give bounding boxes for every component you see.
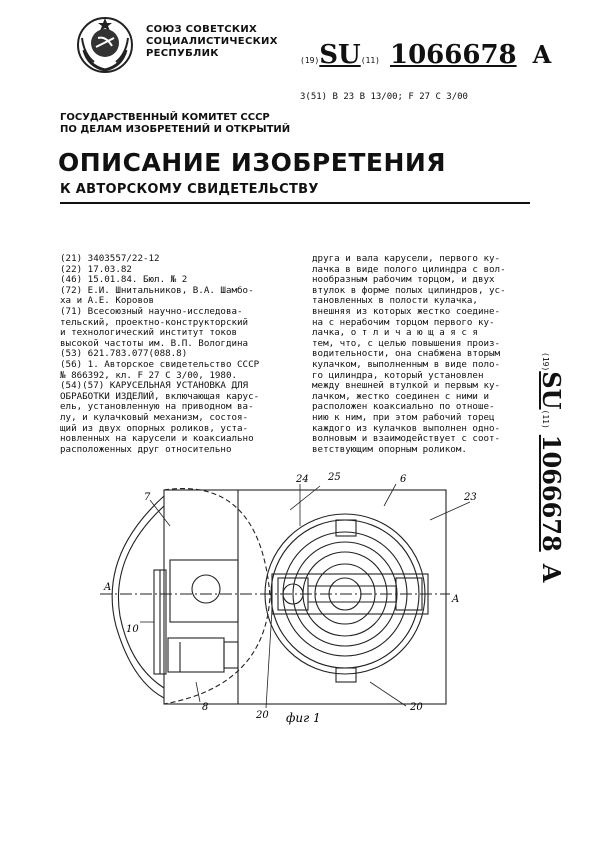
label-20-left: 20 — [256, 710, 269, 721]
committee-line: ГОСУДАРСТВЕННЫЙ КОМИТЕТ СССР — [60, 112, 270, 123]
side-kind-code: A — [537, 563, 566, 583]
text-line: (71) Всесоюзный научно-исследова- — [60, 305, 243, 317]
text-line: (22) 17.03.82 — [60, 263, 132, 275]
document-subtitle: К АВТОРСКОМУ СВИДЕТЕЛЬСТВУ — [60, 182, 319, 197]
biblio-left-column — [60, 254, 259, 455]
text-line: щий из двух опорных роликов, уста- — [60, 422, 249, 434]
text-line: друга и вала карусели, первого ку- — [312, 253, 501, 264]
text-line: нию к ним, при этом рабочий торец — [312, 411, 495, 423]
text-line: между внешней втулкой и первым ку- — [312, 380, 501, 392]
bottom-roller — [336, 668, 356, 682]
label-23: 23 — [464, 492, 477, 503]
country-line: СОЮЗ СОВЕТСКИХ — [146, 24, 258, 35]
country-code: SU — [319, 40, 361, 70]
text-line: высокой частоты им. В.П. Вологдина — [60, 337, 249, 349]
patent-number: 1066678 — [389, 40, 517, 70]
text-line: каждого из кулачков выполнен одно- — [312, 422, 501, 434]
committee-name — [60, 112, 290, 136]
text-line: лу, и кулачковый механизм, состоя- — [60, 411, 249, 423]
figure-caption: фиг 1 — [286, 711, 321, 725]
label-20-right: 20 — [410, 702, 423, 713]
country-line: РЕСПУБЛИК — [146, 48, 219, 59]
text-line: водительности, она снабжена вторым — [312, 348, 501, 360]
text-line: на с нерабочим торцом первого ку- — [312, 316, 495, 328]
kind-code: A — [532, 40, 552, 69]
text-line: внешняя из которых жестко соедине- — [312, 305, 501, 317]
label-10: 10 — [126, 624, 139, 635]
ussr-emblem — [74, 14, 136, 76]
inid-19: (19) — [300, 56, 320, 65]
side-patent-number — [532, 352, 572, 652]
text-line: (21) 3403557/22-12 — [60, 253, 160, 264]
text-line: и технологический институт токов — [60, 327, 238, 339]
text-line: ОБРАБОТКИ ИЗДЕЛИЙ, включающая карус- — [60, 390, 260, 402]
text-line: кулачком, выполненным в виде поло- — [312, 358, 501, 370]
label-8: 8 — [202, 702, 209, 713]
text-line: лачка в виде полого цилиндра с вол- — [312, 263, 506, 275]
text-line: волновым и взаимодействует с соот- — [312, 433, 501, 445]
country-line: СОЦИАЛИСТИЧЕСКИХ — [146, 36, 278, 47]
text-line: го цилиндра, который установлен — [312, 369, 484, 381]
text-line: (56) 1. Авторское свидетельство СССР — [60, 358, 260, 370]
text-line: ветствующим опорным роликом. — [312, 443, 467, 455]
header-rule — [60, 202, 530, 204]
text-line: лачком, жестко соединен с ними и — [312, 390, 490, 402]
text-line: (54)(57) КАРУСЕЛЬНАЯ УСТАНОВКА ДЛЯ — [60, 380, 249, 392]
left-wheel-arc — [118, 506, 164, 688]
country-name — [146, 24, 278, 60]
text-line: лачка, о т л и ч а ю щ а я с я — [312, 327, 478, 339]
text-line: нообразным рабочим торцом, и двух — [312, 274, 495, 286]
inid-11: (11) — [360, 56, 380, 65]
text-line: тановленных в полости кулачка, — [312, 295, 478, 307]
technical-drawing — [100, 466, 480, 728]
text-line: (46) 15.01.84. Бюл. № 2 — [60, 274, 188, 286]
text-line: расположенных друг относительно — [60, 443, 232, 455]
text-line: ель, установленную на приводном ва- — [60, 401, 254, 413]
document-title: ОПИСАНИЕ ИЗОБРЕТЕНИЯ — [58, 148, 447, 177]
text-line: расположен коаксиально по отноше- — [312, 401, 495, 413]
committee-line: ПО ДЕЛАМ ИЗОБРЕТЕНИЙ И ОТКРЫТИЙ — [60, 124, 291, 135]
side-inid-11: (11) — [541, 409, 550, 429]
label-25: 25 — [328, 472, 341, 483]
biblio-right-column — [312, 254, 506, 455]
ipc-classification: 3(51) В 23 В 13/00; F 27 С 3/00 — [300, 92, 468, 102]
text-line: тем, что, с целью повышения произ- — [312, 337, 501, 349]
side-country-code: SU — [537, 371, 566, 410]
label-a-left: A — [104, 582, 112, 593]
text-line: втулок в форме полых цилиндров, ус- — [312, 284, 506, 296]
text-line: ха и А.Е. Коровов — [60, 295, 155, 307]
text-line: новленных на карусели и коаксиально — [60, 433, 254, 445]
top-roller — [336, 520, 356, 536]
text-line: № 866392, кл. F 27 С 3/00, 1980. — [60, 369, 238, 381]
drive-housing — [170, 560, 238, 622]
text-line: (72) Е.И. Шнитальников, В.А. Шамбо- — [60, 284, 254, 296]
text-line: (53) 621.783.077(088.8) — [60, 348, 188, 360]
label-7: 7 — [144, 492, 151, 503]
text-line: тельский, проектно-конструкторский — [60, 316, 249, 328]
side-inid-19: (19) — [541, 352, 550, 372]
patent-number-header — [300, 40, 551, 70]
motor — [168, 638, 224, 672]
label-a-right: A — [452, 594, 460, 605]
drive-shaft — [192, 575, 220, 603]
side-patent-number-digits: 1066678 — [537, 434, 566, 552]
label-24: 24 — [296, 474, 309, 485]
label-6: 6 — [400, 474, 407, 485]
